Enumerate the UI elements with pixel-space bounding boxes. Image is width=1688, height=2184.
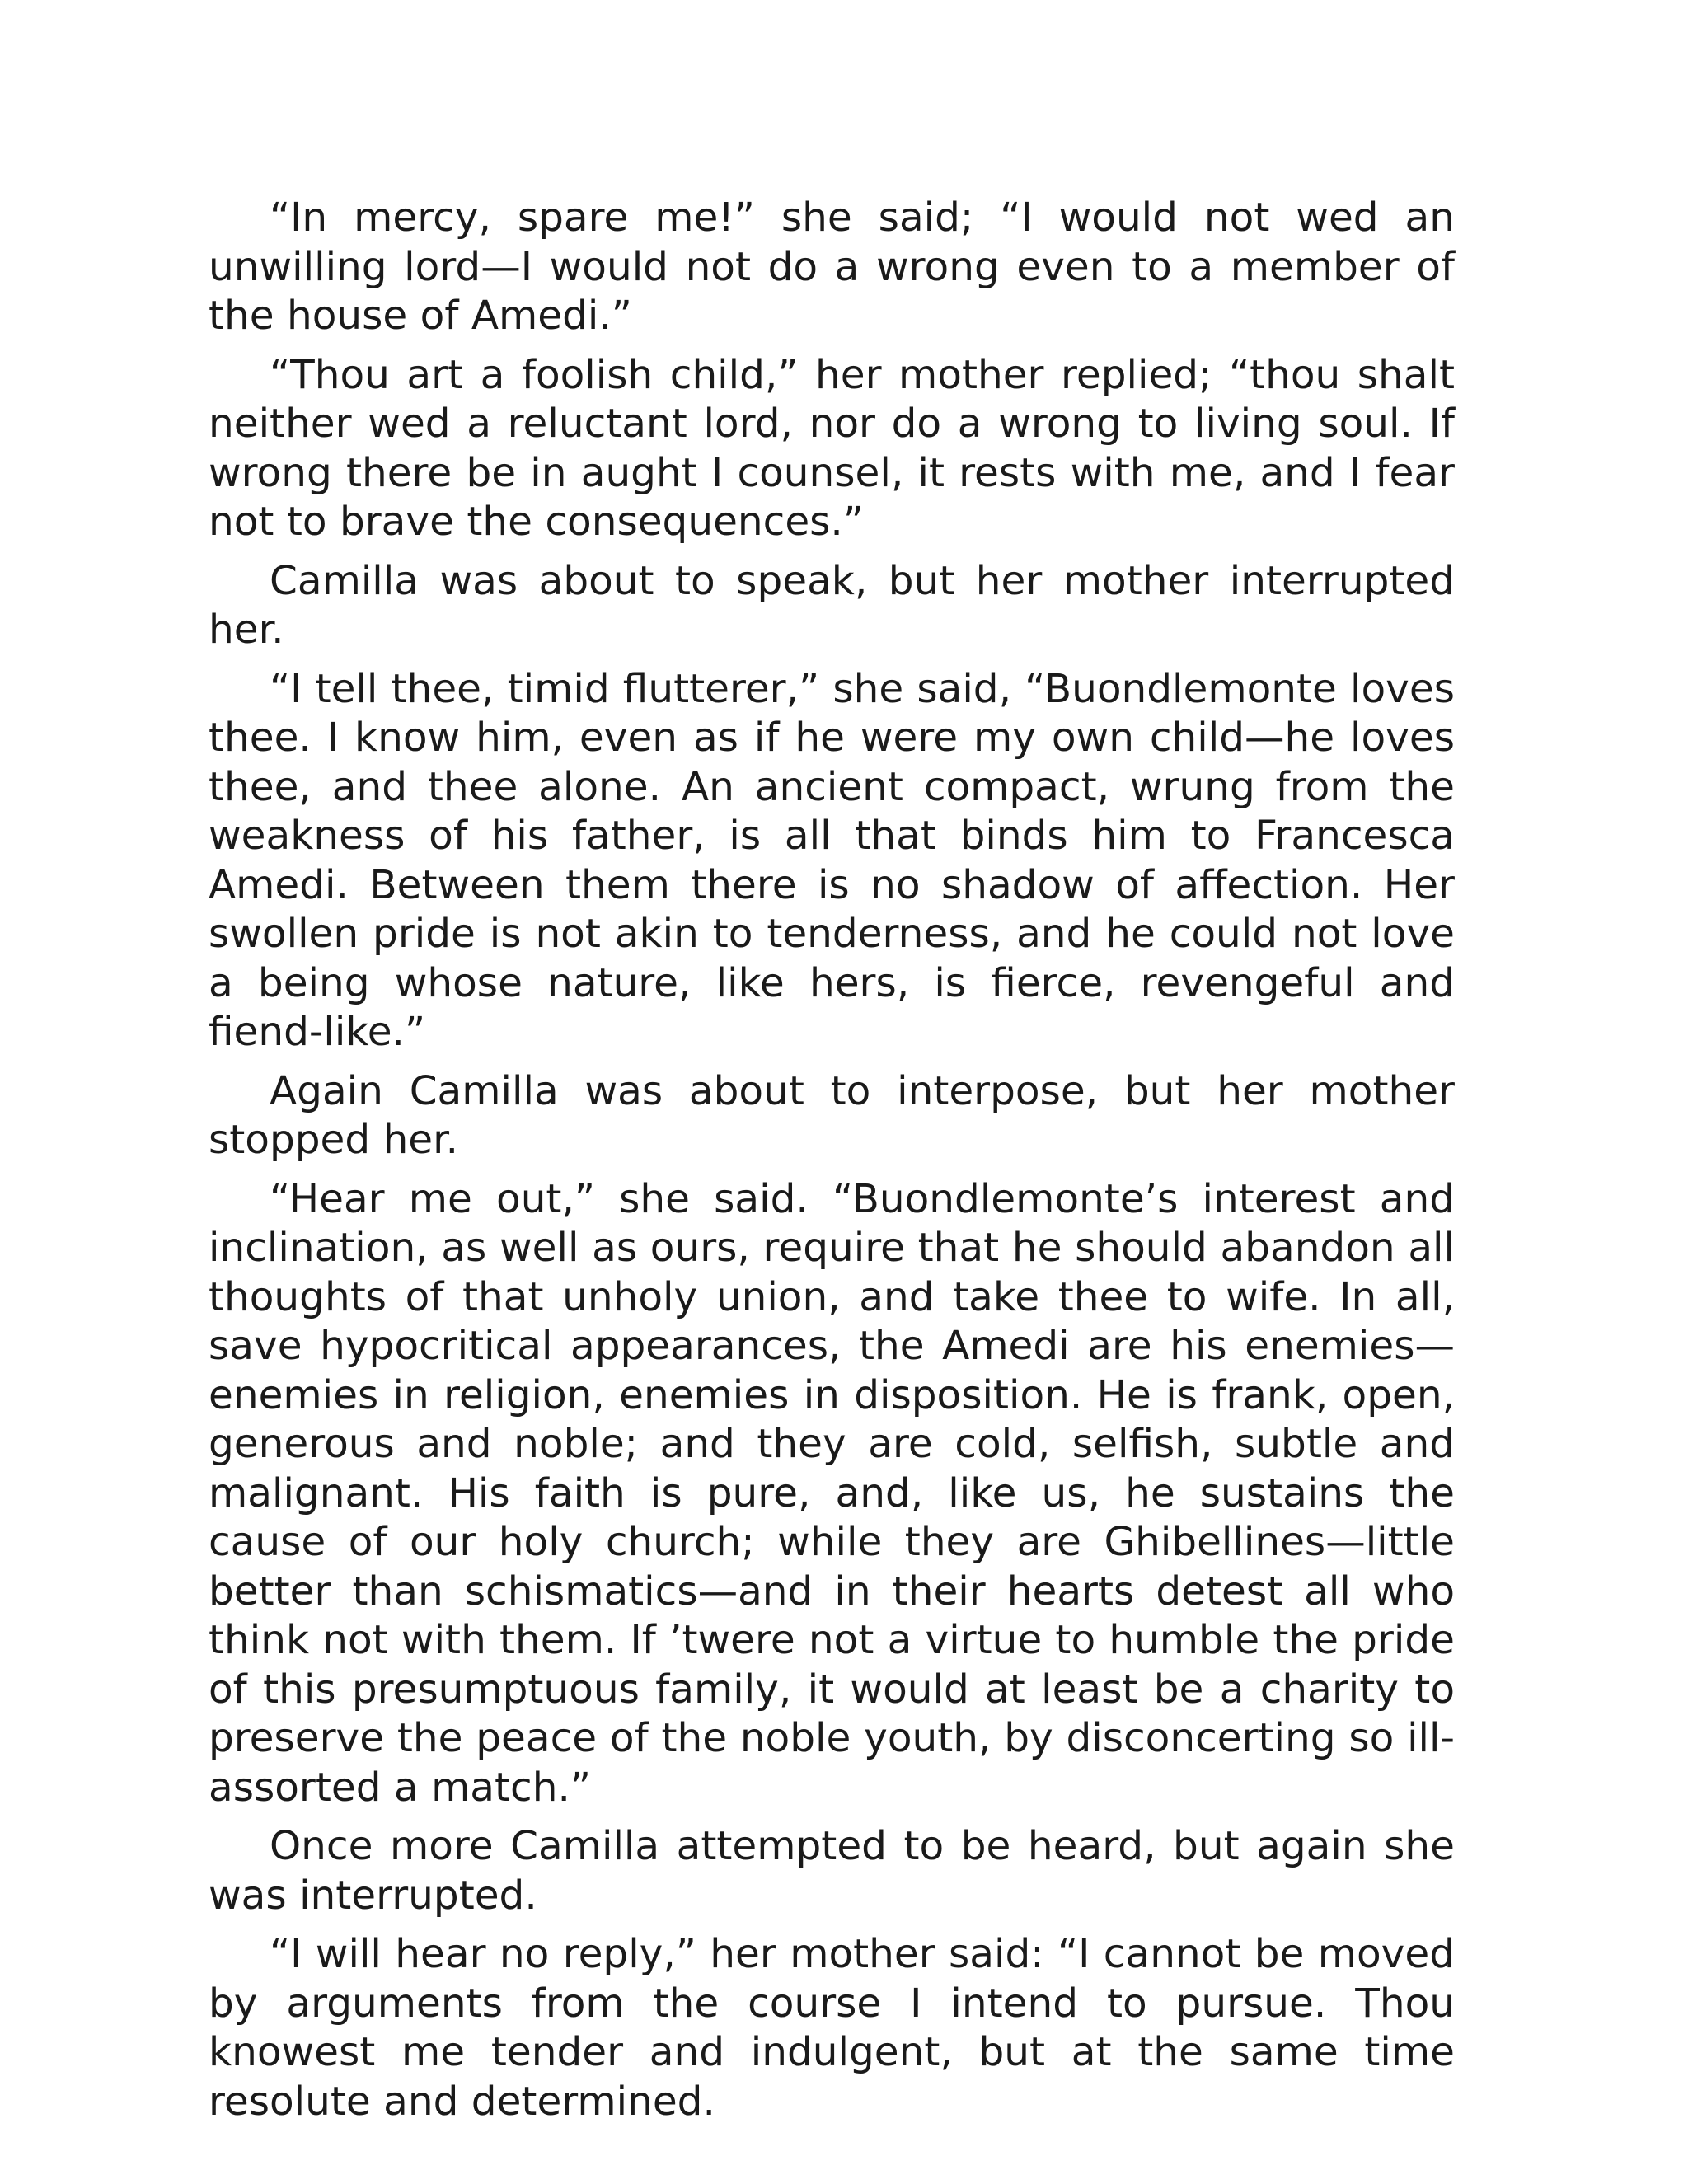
paragraph: “Hear me out,” she said. “Buondlemonte’s interest and inclination, as well as ours, require that he should abandon all thoughts of that unholy union, and take thee to wife. In all, save hypocritical appearances, the Amedi are his enemies—enemies in religion, enemies in disposition. He is frank, open, generous and noble; and they are cold, selfish, subtle and malignant. His faith is pure, and, like us, he sustains the cause of our holy church; while they are Ghibellines—little better than schismatics—and in their hearts detest all who think not with them. If ’twere not a virtue to humble the pride of this presumptuous family, it would at least be a charity to preserve the peace of the noble youth, by disconcerting so ill-assorted a match.” [209, 1175, 1455, 1811]
page-text [209, 194, 1455, 2136]
paragraph: “I tell thee, timid flutterer,” she said, “Buondlemonte loves thee. I know him, even as if he were my own child—he loves thee, and thee alone. An ancient compact, wrung from the weakness of his father, is all that binds him to Francesca Amedi. Between them there is no shadow of affection. Her swollen pride is not akin to tenderness, and he could not love a being whose nature, like hers, is fierce, revengeful and fiend-like.” [209, 665, 1455, 1055]
paragraph: “I will hear no reply,” her mother said: “I cannot be moved by arguments from the course I intend to pursue. Thou knowest me tender and indulgent, but at the same time resolute and determined. [209, 1931, 1455, 2125]
paragraph: Again Camilla was about to interpose, but her mother stopped her. [209, 1067, 1455, 1163]
paragraph: Camilla was about to speak, but her mother interrupted her. [209, 557, 1455, 653]
paragraph: “In mercy, spare me!” she said; “I would not wed an unwilling lord—I would not do a wrong even to a member of the house of Amedi.” [209, 194, 1455, 339]
paragraph: Once more Camilla attempted to be heard, but again she was interrupted. [209, 1823, 1455, 1919]
paragraph: “Thou art a foolish child,” her mother replied; “thou shalt neither wed a reluctant lord, nor do a wrong to living soul. If wrong there be in aught I counsel, it rests with me, and I fear not to brave the consequences.” [209, 351, 1455, 545]
